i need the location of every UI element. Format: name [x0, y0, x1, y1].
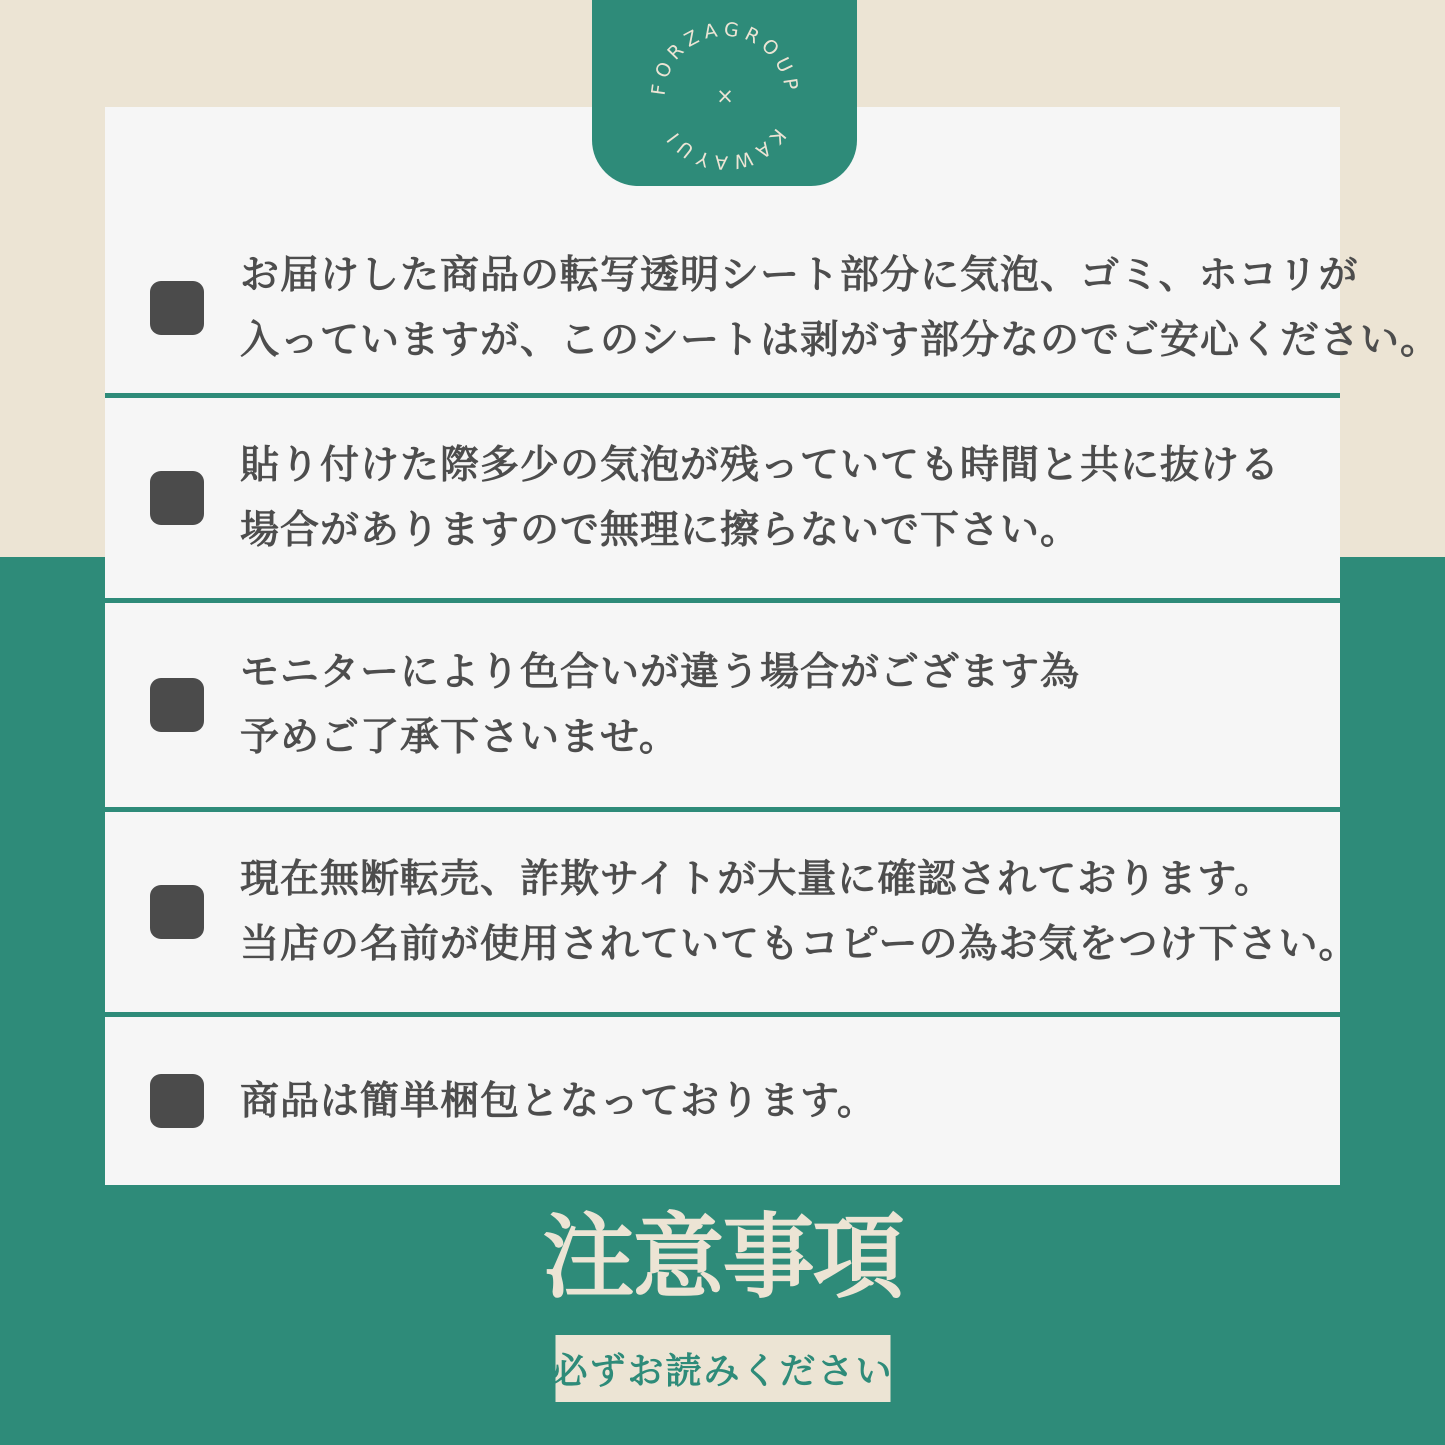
checkbox-icon: [150, 678, 204, 732]
notice-line: モニターにより色合いが違う場合がござます為: [240, 650, 1081, 695]
notice-row: [105, 812, 1359, 1012]
notice-text: [240, 433, 1280, 563]
notice-text: [240, 640, 1080, 770]
must-read-label: 必ずお読みください: [555, 1335, 890, 1402]
checkbox-icon: [150, 885, 204, 939]
notice-line: 予めご了承下さいませ。: [240, 715, 679, 760]
notice-text: [240, 1069, 877, 1134]
badge-x-icon: ×: [716, 84, 734, 108]
notice-line: 商品は簡単梱包となっております。: [240, 1078, 877, 1124]
notice-row: [105, 1017, 1340, 1185]
notice-line: 現在無断転売、詐欺サイトが大量に確認されております。: [240, 857, 1275, 902]
notice-row: [105, 603, 1340, 807]
notice-row: [105, 398, 1340, 598]
page-title: 注意事項: [542, 1204, 903, 1311]
notice-line: 入っていますが、このシートは剥がす部分なのでご安心ください。: [240, 317, 1441, 363]
badge-bottom-arc-text: KAWAYUI: [659, 124, 790, 174]
brand-logo-circle: [592, 0, 857, 186]
badge-top-arc-text: FORZAGROUP: [647, 18, 803, 97]
checkbox-icon: [150, 1074, 204, 1128]
checkbox-icon: [150, 281, 204, 335]
notice-line: 貼り付けた際多少の気泡が残っていても時間と共に抜ける: [240, 443, 1281, 488]
notice-line: 当店の名前が使用されていてもコピーの為お気をつけ下さい。: [240, 922, 1359, 967]
notice-line: 場合がありますので無理に擦らないで下さい。: [240, 508, 1081, 553]
notice-text: [240, 243, 1440, 373]
notice-text: [240, 847, 1358, 977]
notice-line: お届けした商品の転写透明シート部分に気泡、ゴミ、ホコリが: [240, 252, 1359, 298]
brand-badge: [592, 0, 857, 186]
checkbox-icon: [150, 471, 204, 525]
notice-card: [105, 107, 1441, 1185]
